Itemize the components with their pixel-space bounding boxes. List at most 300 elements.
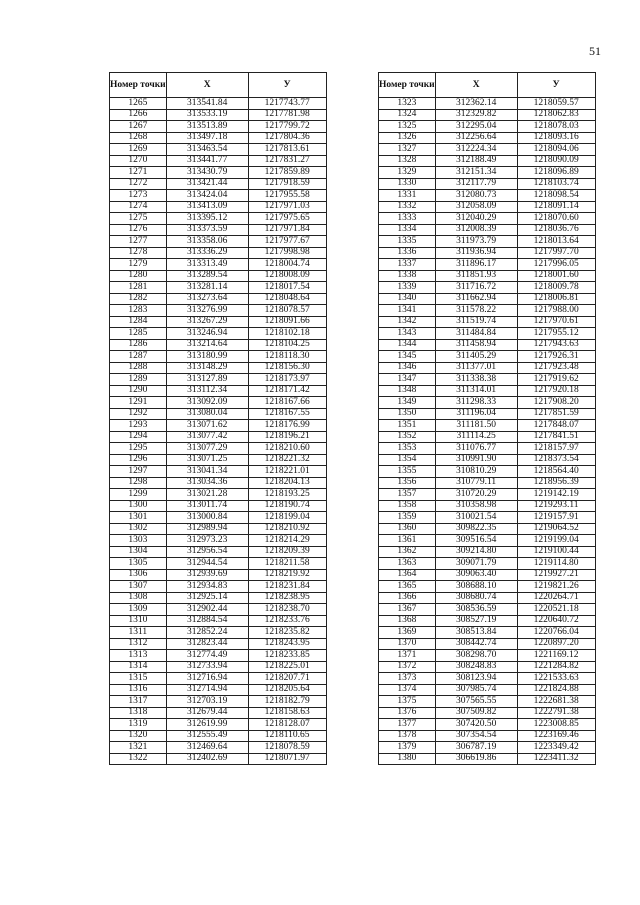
x-coordinate-cell: 313373.59: [166, 224, 248, 236]
x-coordinate-cell: 313021.28: [166, 489, 248, 501]
table-row: [110, 719, 327, 731]
y-coordinate-cell: 1218098.54: [517, 190, 595, 202]
point-number-cell: 1332: [379, 201, 436, 213]
x-coordinate-cell: 308248.83: [435, 661, 517, 673]
point-number-cell: 1331: [379, 190, 436, 202]
y-coordinate-cell: 1217743.77: [248, 98, 326, 110]
x-coordinate-cell: 311314.01: [435, 385, 517, 397]
table-row: [379, 178, 596, 190]
x-coordinate-cell: 308680.74: [435, 592, 517, 604]
y-coordinate-cell: 1219199.04: [517, 535, 595, 547]
y-coordinate-cell: 1218196.21: [248, 431, 326, 443]
x-coordinate-cell: 313273.64: [166, 293, 248, 305]
y-coordinate-cell: 1220521.18: [517, 604, 595, 616]
y-coordinate-cell: 1218091.14: [517, 201, 595, 213]
x-coordinate-cell: 313080.04: [166, 408, 248, 420]
point-number-cell: 1368: [379, 615, 436, 627]
table-row: [379, 224, 596, 236]
x-coordinate-cell: 311716.72: [435, 282, 517, 294]
table-row: [379, 190, 596, 202]
x-coordinate-cell: 311973.79: [435, 236, 517, 248]
y-coordinate-cell: 1218209.39: [248, 546, 326, 558]
point-number-cell: 1345: [379, 351, 436, 363]
y-coordinate-cell: 1218211.58: [248, 558, 326, 570]
y-coordinate-cell: 1218006.81: [517, 293, 595, 305]
point-number-cell: 1380: [379, 753, 436, 765]
point-number-cell: 1324: [379, 109, 436, 121]
table-row: [110, 374, 327, 386]
point-number-header: Номер точки: [110, 73, 167, 98]
table-row: [379, 569, 596, 581]
table-row: [110, 224, 327, 236]
x-coordinate-cell: 313267.29: [166, 316, 248, 328]
y-coordinate-cell: 1218059.57: [517, 98, 595, 110]
table-row: [110, 627, 327, 639]
y-coordinate-cell: 1218091.66: [248, 316, 326, 328]
y-coordinate-cell: 1218225.01: [248, 661, 326, 673]
table-row: [379, 535, 596, 547]
x-coordinate-cell: 309516.54: [435, 535, 517, 547]
table-row: [110, 305, 327, 317]
x-coordinate-cell: 312925.14: [166, 592, 248, 604]
point-number-cell: 1274: [110, 201, 167, 213]
table-row: [110, 420, 327, 432]
table-row: [379, 98, 596, 110]
x-coordinate-cell: 312934.83: [166, 581, 248, 593]
x-coordinate-cell: 309822.35: [435, 523, 517, 535]
table-row: [379, 650, 596, 662]
point-number-cell: 1375: [379, 696, 436, 708]
x-coordinate-cell: 313541.84: [166, 98, 248, 110]
x-coordinate-cell: 313313.49: [166, 259, 248, 271]
table-row: [379, 259, 596, 271]
point-number-cell: 1335: [379, 236, 436, 248]
point-number-cell: 1348: [379, 385, 436, 397]
table-row: [110, 684, 327, 696]
y-coordinate-cell: 1219157.91: [517, 512, 595, 524]
x-coordinate-cell: 313413.09: [166, 201, 248, 213]
y-coordinate-cell: 1218204.13: [248, 477, 326, 489]
point-number-cell: 1279: [110, 259, 167, 271]
table-row: [379, 638, 596, 650]
y-coordinate-cell: 1220640.72: [517, 615, 595, 627]
point-number-cell: 1288: [110, 362, 167, 374]
point-number-cell: 1313: [110, 650, 167, 662]
y-coordinate-cell: 1219064.52: [517, 523, 595, 535]
table-row: [110, 259, 327, 271]
table-row: [110, 236, 327, 248]
point-number-cell: 1336: [379, 247, 436, 259]
x-coordinate-cell: 311484.84: [435, 328, 517, 340]
table-row: [379, 201, 596, 213]
table-row: [379, 328, 596, 340]
x-coordinate-cell: 312823.44: [166, 638, 248, 650]
y-coordinate-cell: 1220897.20: [517, 638, 595, 650]
x-coordinate-cell: 313463.54: [166, 144, 248, 156]
x-coordinate-cell: 313077.42: [166, 431, 248, 443]
x-coordinate-cell: 312733.94: [166, 661, 248, 673]
x-coordinate-cell: 313180.99: [166, 351, 248, 363]
x-coordinate-cell: 311578.22: [435, 305, 517, 317]
table-row: [379, 592, 596, 604]
y-coordinate-cell: 1223008.85: [517, 719, 595, 731]
x-coordinate-cell: 311936.94: [435, 247, 517, 259]
point-number-cell: 1310: [110, 615, 167, 627]
x-coordinate-cell: 312679.44: [166, 707, 248, 719]
y-coordinate-cell: 1218190.74: [248, 500, 326, 512]
y-coordinate-cell: 1218199.04: [248, 512, 326, 524]
table-row: [379, 581, 596, 593]
point-number-cell: 1309: [110, 604, 167, 616]
point-number-cell: 1366: [379, 592, 436, 604]
x-coordinate-cell: 311377.01: [435, 362, 517, 374]
y-coordinate-cell: 1217908.20: [517, 397, 595, 409]
x-coordinate-cell: 313127.89: [166, 374, 248, 386]
point-number-cell: 1352: [379, 431, 436, 443]
x-coordinate-cell: 312329.82: [435, 109, 517, 121]
point-number-cell: 1315: [110, 673, 167, 685]
point-number-cell: 1316: [110, 684, 167, 696]
table-row: [379, 293, 596, 305]
x-coordinate-cell: 312619.99: [166, 719, 248, 731]
y-coordinate-cell: 1218214.29: [248, 535, 326, 547]
y-coordinate-cell: 1219293.11: [517, 500, 595, 512]
table-row: [110, 443, 327, 455]
point-number-cell: 1280: [110, 270, 167, 282]
point-number-cell: 1344: [379, 339, 436, 351]
x-coordinate-cell: 313034.36: [166, 477, 248, 489]
point-number-cell: 1284: [110, 316, 167, 328]
table-row: [110, 98, 327, 110]
y-coordinate-cell: 1217971.84: [248, 224, 326, 236]
table-row: [379, 408, 596, 420]
y-coordinate-cell: 1221169.12: [517, 650, 595, 662]
table-row: [379, 489, 596, 501]
y-coordinate-cell: 1217971.03: [248, 201, 326, 213]
point-number-cell: 1266: [110, 109, 167, 121]
y-coordinate-cell: 1218233.76: [248, 615, 326, 627]
point-number-cell: 1318: [110, 707, 167, 719]
point-number-cell: 1273: [110, 190, 167, 202]
y-coordinate-cell: 1217799.72: [248, 121, 326, 133]
y-coordinate-cell: 1218093.16: [517, 132, 595, 144]
point-number-cell: 1295: [110, 443, 167, 455]
table-row: [110, 500, 327, 512]
table-row: [379, 477, 596, 489]
y-coordinate-cell: 1217998.98: [248, 247, 326, 259]
y-coordinate-cell: 1217848.07: [517, 420, 595, 432]
y-coordinate-cell: 1221284.82: [517, 661, 595, 673]
y-coordinate-cell: 1218017.54: [248, 282, 326, 294]
table-row: [110, 707, 327, 719]
x-coordinate-cell: 307509.82: [435, 707, 517, 719]
table-row: [110, 132, 327, 144]
y-coordinate-cell: 1218207.71: [248, 673, 326, 685]
point-number-cell: 1282: [110, 293, 167, 305]
y-coordinate-cell: 1218096.89: [517, 167, 595, 179]
x-coordinate-cell: 313112.34: [166, 385, 248, 397]
table-row: [379, 604, 596, 616]
y-coordinate-cell: 1223349.42: [517, 742, 595, 754]
point-number-cell: 1369: [379, 627, 436, 639]
table-row: [110, 742, 327, 754]
x-coordinate-cell: 311896.17: [435, 259, 517, 271]
x-coordinate-cell: 313148.29: [166, 362, 248, 374]
x-coordinate-cell: 310779.11: [435, 477, 517, 489]
point-number-cell: 1327: [379, 144, 436, 156]
y-coordinate-cell: 1218956.39: [517, 477, 595, 489]
table-row: [379, 339, 596, 351]
point-number-cell: 1293: [110, 420, 167, 432]
table-row: [110, 362, 327, 374]
x-coordinate-cell: 312716.94: [166, 673, 248, 685]
point-number-cell: 1346: [379, 362, 436, 374]
table-row: [379, 454, 596, 466]
point-number-cell: 1304: [110, 546, 167, 558]
y-coordinate-cell: 1217997.70: [517, 247, 595, 259]
point-number-cell: 1289: [110, 374, 167, 386]
x-coordinate-cell: 313336.29: [166, 247, 248, 259]
point-number-cell: 1358: [379, 500, 436, 512]
table-row: [379, 132, 596, 144]
x-coordinate-cell: 311298.33: [435, 397, 517, 409]
point-number-cell: 1354: [379, 454, 436, 466]
table-row: [379, 500, 596, 512]
table-row: [379, 684, 596, 696]
point-number-cell: 1278: [110, 247, 167, 259]
point-number-cell: 1341: [379, 305, 436, 317]
point-number-cell: 1296: [110, 454, 167, 466]
point-number-cell: 1329: [379, 167, 436, 179]
point-number-cell: 1271: [110, 167, 167, 179]
table-row: [379, 627, 596, 639]
table-row: [110, 339, 327, 351]
y-coordinate-cell: 1217831.27: [248, 155, 326, 167]
x-coordinate-cell: 313041.34: [166, 466, 248, 478]
y-coordinate-cell: 1218094.06: [517, 144, 595, 156]
table-row: [379, 236, 596, 248]
x-coordinate-cell: 310358.98: [435, 500, 517, 512]
point-number-cell: 1303: [110, 535, 167, 547]
x-coordinate-cell: 312008.39: [435, 224, 517, 236]
point-number-cell: 1307: [110, 581, 167, 593]
x-coordinate-cell: 313497.18: [166, 132, 248, 144]
y-coordinate-cell: 1218071.97: [248, 753, 326, 765]
table-row: [110, 523, 327, 535]
point-number-cell: 1364: [379, 569, 436, 581]
point-number-cell: 1314: [110, 661, 167, 673]
table-row: [110, 489, 327, 501]
x-coordinate-cell: 308688.10: [435, 581, 517, 593]
point-number-cell: 1317: [110, 696, 167, 708]
table-row: [110, 408, 327, 420]
point-number-cell: 1340: [379, 293, 436, 305]
y-coordinate-cell: 1218176.99: [248, 420, 326, 432]
point-number-cell: 1361: [379, 535, 436, 547]
coordinates-body-right: [379, 98, 596, 765]
point-number-cell: 1343: [379, 328, 436, 340]
table-row: [379, 362, 596, 374]
table-row: [379, 247, 596, 259]
table-row: [110, 696, 327, 708]
x-coordinate-cell: 312224.34: [435, 144, 517, 156]
x-coordinate-cell: 308298.70: [435, 650, 517, 662]
table-row: [379, 523, 596, 535]
point-number-cell: 1299: [110, 489, 167, 501]
table-row: [110, 155, 327, 167]
table-row: [379, 420, 596, 432]
table-row: [110, 466, 327, 478]
y-coordinate-cell: 1218128.07: [248, 719, 326, 731]
y-coordinate-cell: 1218048.64: [248, 293, 326, 305]
y-coordinate-cell: 1220264.71: [517, 592, 595, 604]
x-coordinate-cell: 310991.90: [435, 454, 517, 466]
table-row: [379, 282, 596, 294]
y-coordinate-cell: 1217918.59: [248, 178, 326, 190]
y-coordinate-cell: 1218001.60: [517, 270, 595, 282]
x-coordinate-cell: 312058.09: [435, 201, 517, 213]
y-coordinate-cell: 1218210.60: [248, 443, 326, 455]
x-coordinate-cell: 312703.19: [166, 696, 248, 708]
x-header: X: [166, 73, 248, 98]
x-coordinate-cell: 311405.29: [435, 351, 517, 363]
table-row: [379, 466, 596, 478]
y-coordinate-cell: 1219114.80: [517, 558, 595, 570]
table-row: [379, 742, 596, 754]
table-row: [110, 293, 327, 305]
y-coordinate-cell: 1217996.05: [517, 259, 595, 271]
point-number-cell: 1357: [379, 489, 436, 501]
x-coordinate-cell: 312956.54: [166, 546, 248, 558]
y-coordinate-cell: 1223411.32: [517, 753, 595, 765]
point-number-cell: 1326: [379, 132, 436, 144]
y-coordinate-cell: 1217923.48: [517, 362, 595, 374]
point-number-cell: 1367: [379, 604, 436, 616]
table-row: [110, 604, 327, 616]
point-number-cell: 1301: [110, 512, 167, 524]
table-row: [110, 109, 327, 121]
page-number: 51: [589, 44, 601, 58]
table-row: [379, 753, 596, 765]
y-coordinate-cell: 1218219.92: [248, 569, 326, 581]
point-number-cell: 1275: [110, 213, 167, 225]
point-number-cell: 1349: [379, 397, 436, 409]
table-row: [110, 144, 327, 156]
x-coordinate-cell: 312989.94: [166, 523, 248, 535]
table-row: [379, 558, 596, 570]
y-coordinate-cell: 1218167.66: [248, 397, 326, 409]
point-number-cell: 1272: [110, 178, 167, 190]
x-coordinate-cell: 313276.99: [166, 305, 248, 317]
x-coordinate-cell: 310021.54: [435, 512, 517, 524]
x-coordinate-cell: 308513.84: [435, 627, 517, 639]
table-row: [110, 282, 327, 294]
x-coordinate-cell: 306787.19: [435, 742, 517, 754]
x-coordinate-cell: 312080.73: [435, 190, 517, 202]
y-coordinate-cell: 1218110.65: [248, 730, 326, 742]
x-coordinate-cell: 313281.14: [166, 282, 248, 294]
table-row: [110, 270, 327, 282]
point-number-cell: 1265: [110, 98, 167, 110]
y-coordinate-cell: 1218156.30: [248, 362, 326, 374]
table-row: [110, 650, 327, 662]
table-row: [110, 431, 327, 443]
table-row: [379, 351, 596, 363]
point-number-cell: 1347: [379, 374, 436, 386]
point-number-cell: 1355: [379, 466, 436, 478]
point-number-cell: 1339: [379, 282, 436, 294]
table-row: [110, 615, 327, 627]
y-coordinate-cell: 1218238.95: [248, 592, 326, 604]
x-header: X: [435, 73, 517, 98]
x-coordinate-cell: 313071.25: [166, 454, 248, 466]
x-coordinate-cell: 313395.12: [166, 213, 248, 225]
point-number-cell: 1286: [110, 339, 167, 351]
y-coordinate-cell: 1218062.83: [517, 109, 595, 121]
y-coordinate-cell: 1217977.67: [248, 236, 326, 248]
point-number-cell: 1294: [110, 431, 167, 443]
y-coordinate-cell: 1219142.19: [517, 489, 595, 501]
table-row: [110, 638, 327, 650]
x-coordinate-cell: 313421.44: [166, 178, 248, 190]
y-coordinate-cell: 1218238.70: [248, 604, 326, 616]
point-number-cell: 1298: [110, 477, 167, 489]
point-number-cell: 1281: [110, 282, 167, 294]
point-number-cell: 1330: [379, 178, 436, 190]
point-number-cell: 1378: [379, 730, 436, 742]
x-coordinate-cell: 312714.94: [166, 684, 248, 696]
y-coordinate-cell: 1220766.04: [517, 627, 595, 639]
point-number-cell: 1342: [379, 316, 436, 328]
y-coordinate-cell: 1218013.64: [517, 236, 595, 248]
table-row: [110, 535, 327, 547]
table-header-row: [110, 73, 327, 98]
point-number-cell: 1287: [110, 351, 167, 363]
x-coordinate-cell: 311114.25: [435, 431, 517, 443]
x-coordinate-cell: 313289.54: [166, 270, 248, 282]
table-row: [110, 661, 327, 673]
y-coordinate-cell: 1217955.58: [248, 190, 326, 202]
point-number-cell: 1376: [379, 707, 436, 719]
table-row: [110, 454, 327, 466]
table-row: [110, 178, 327, 190]
x-coordinate-cell: 312944.54: [166, 558, 248, 570]
y-coordinate-cell: 1218167.55: [248, 408, 326, 420]
x-coordinate-cell: 312362.14: [435, 98, 517, 110]
table-row: [379, 144, 596, 156]
table-row: [379, 707, 596, 719]
y-coordinate-cell: 1218233.85: [248, 650, 326, 662]
table-header-row: [379, 73, 596, 98]
x-coordinate-cell: 311338.38: [435, 374, 517, 386]
x-coordinate-cell: 313246.94: [166, 328, 248, 340]
x-coordinate-cell: 312040.29: [435, 213, 517, 225]
x-coordinate-cell: 311076.77: [435, 443, 517, 455]
x-coordinate-cell: 311181.50: [435, 420, 517, 432]
point-number-cell: 1277: [110, 236, 167, 248]
y-coordinate-cell: 1221824.88: [517, 684, 595, 696]
point-number-cell: 1276: [110, 224, 167, 236]
y-coordinate-cell: 1218173.97: [248, 374, 326, 386]
y-coordinate-cell: 1218205.64: [248, 684, 326, 696]
table-row: [110, 673, 327, 685]
y-coordinate-cell: 1217841.51: [517, 431, 595, 443]
x-coordinate-cell: 307565.55: [435, 696, 517, 708]
y-coordinate-cell: 1217920.18: [517, 385, 595, 397]
x-coordinate-cell: 311196.04: [435, 408, 517, 420]
table-row: [379, 661, 596, 673]
point-number-cell: 1308: [110, 592, 167, 604]
